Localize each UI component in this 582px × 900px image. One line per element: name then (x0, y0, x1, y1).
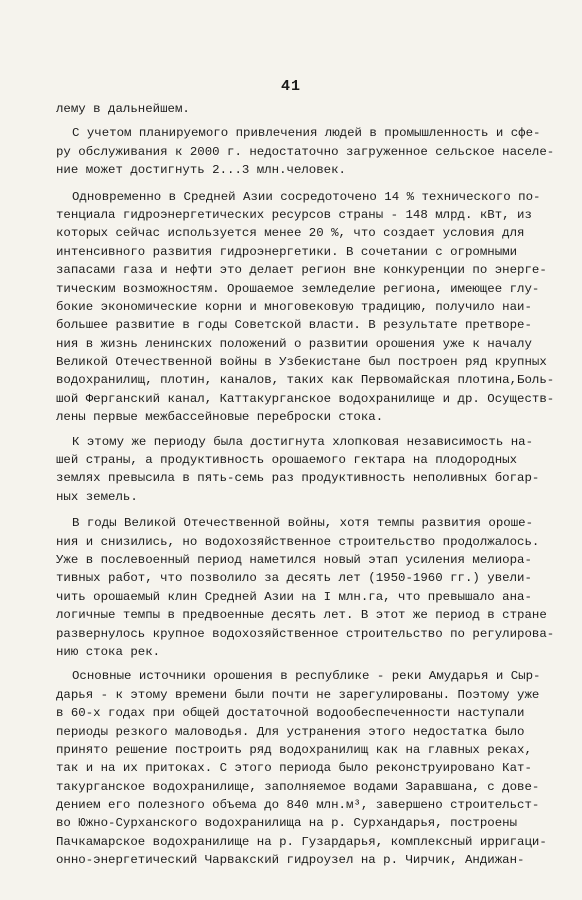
text-line: периоды резкого маловодья. Для устранения этого недостатка было (56, 724, 525, 739)
text-line: развернулось крупное водохозяйственное строительство по регулирова- (56, 626, 555, 641)
body-text (56, 100, 555, 870)
text-line: Основные источники орошения в республике - реки Амударья и Сыр- (72, 669, 541, 684)
text-line: лены первые межбассейновые переброски стока. (56, 410, 384, 425)
text-line: запасами газа и нефти это делает регион вне конкуренции по энерге- (56, 263, 547, 278)
text-line: Великой Отечественной войны в Узбекистане был построен ряд крупных (56, 355, 547, 370)
text-line: тенциала гидроэнергетических ресурсов страны - 148 млрд. кВт, из (56, 207, 532, 222)
text-line: водохранилищ, плотин, каналов, таких как Первомайская плотина,Боль- (56, 373, 555, 388)
text-line: интенсивного развития гидроэнергетики. В сочетании с огромными (56, 244, 518, 259)
text-line: С учетом планируемого привлечения людей в промышленность и сфе- (72, 126, 541, 141)
paragraph (56, 188, 555, 427)
text-line: К этому же периоду была достигнута хлопковая независимость на- (72, 434, 534, 449)
text-line: лему в дальнейшем. (56, 102, 190, 116)
text-line: чить орошаемый клин Средней Азии на I млн.га, что превышало ана- (56, 589, 532, 604)
page-number: 41 (280, 78, 301, 95)
text-line: такурганское водохранилище, заполняемое водами Заравшана, с дове- (56, 779, 540, 794)
text-line: во Южно-Сурханского водохранилища на р. Сурхандарья, построены (56, 816, 518, 831)
text-line: шей страны, а продуктивность орошаемого гектара на плодородных (56, 453, 518, 468)
text-line: ных земель. (56, 489, 138, 504)
text-line: дарья - к этому времени были почти не зарегулированы. Поэтому уже (56, 687, 540, 702)
paragraph (56, 100, 534, 118)
text-line: дением его полезного объема до 840 млн.м³, завершено строительст- (56, 798, 540, 813)
text-line: принято решение построить ряд водохранилищ как на главных реках, (56, 742, 532, 757)
text-line: В годы Великой Отечественной войны, хотя темпы развития ороше- (72, 516, 534, 531)
text-line: тивных работ, что позволило за десять лет (1950-1960 гг.) увели- (56, 571, 532, 586)
text-line: Пачкамарское водохранилище на р. Гузардарья, комплексный ирригаци- (56, 834, 547, 849)
text-line: землях превысила в пять-семь раз продуктивность неполивных богар- (56, 471, 540, 486)
paragraph (56, 514, 555, 661)
text-line: которых сейчас используется менее 20 %, что создает условия для (56, 226, 525, 241)
text-line: логичные темпы в предвоенные десять лет. В этот же период в стране (56, 608, 547, 623)
text-line: онно-энергетический Чарвакский гидроузел на р. Чирчик, Андижан- (56, 853, 525, 868)
text-line: в 60-х годах при общей достаточной водообеспеченности наступали (56, 706, 525, 721)
text-line: нию стока рек. (56, 644, 161, 659)
text-line: большее развитие в годы Советской власти. В результате претворе- (56, 318, 532, 333)
paragraph (56, 124, 555, 179)
text-line: шой Ферганский канал, Каттакурганское водохранилище и др. Осуществ- (56, 391, 555, 406)
text-line: Одновременно в Средней Азии сосредоточено 14 % технического по- (72, 189, 541, 204)
text-line: так и на их притоках. С этого периода было реконструировано Кат- (56, 761, 532, 776)
paragraph (56, 667, 547, 869)
text-line: тическим возможностям. Орошаемое земледелие региона, имеющее глу- (56, 281, 540, 296)
paragraph (56, 433, 540, 507)
text-line: ние может достигнуть 2...3 млн.человек. (56, 163, 346, 178)
text-line: ния в жизнь ленинских положений о развитии орошения уже к началу (56, 336, 532, 351)
text-line: ру обслуживания к 2000 г. недостаточно загруженное сельское населе- (56, 144, 555, 159)
text-line: бокие экономические корни и многовековую традицию, получило наи- (56, 299, 532, 314)
text-line: Уже в послевоенный период наметился новый этап усиления мелиора- (56, 552, 532, 567)
text-line: ния и снизились, но водохозяйственное строительство продолжалось. (56, 534, 540, 549)
